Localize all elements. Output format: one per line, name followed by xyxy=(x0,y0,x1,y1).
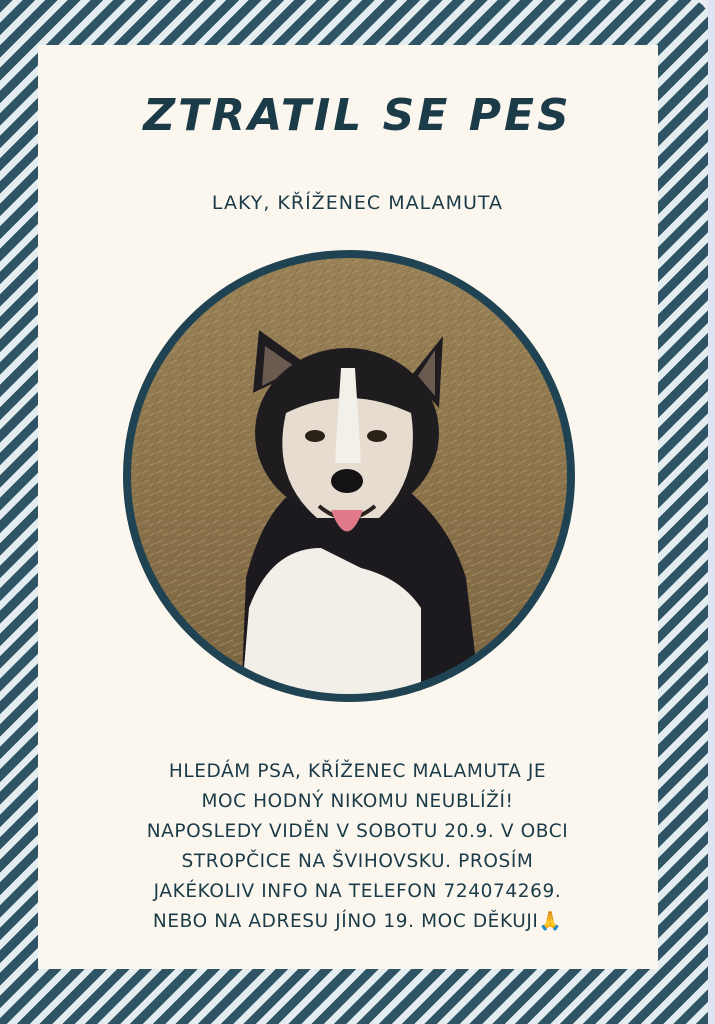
body-line: HLEDÁM PSA, KŘÍŽENEC MALAMUTA JE xyxy=(168,761,547,782)
dog-nose xyxy=(331,469,363,493)
body-line: MOC HODNÝ NIKOMU NEUBLÍŽÍ! xyxy=(201,791,514,812)
body-line: NAPOSLEDY VIDĚN V SOBOTU 20.9. V OBCI xyxy=(146,821,569,842)
poster-title: ZTRATIL SE PES xyxy=(143,90,572,141)
dog-left-eye xyxy=(305,430,325,442)
poster-body-text xyxy=(40,757,675,937)
body-line: JAKÉKOLIV INFO NA TELEFON 724074269. xyxy=(153,881,562,902)
body-line: STROPČICE NA ŠVIHOVSKU. PROSÍM xyxy=(181,851,534,872)
dog-photo xyxy=(121,248,577,704)
dog-name-subtitle: LAKY, KŘÍŽENEC MALAMUTA xyxy=(211,192,504,214)
body-line: NEBO NA ADRESU JÍNO 19. MOC DĚKUJI🙏 xyxy=(152,911,563,932)
dog-right-eye xyxy=(367,430,387,442)
screen-edge xyxy=(708,0,715,1024)
